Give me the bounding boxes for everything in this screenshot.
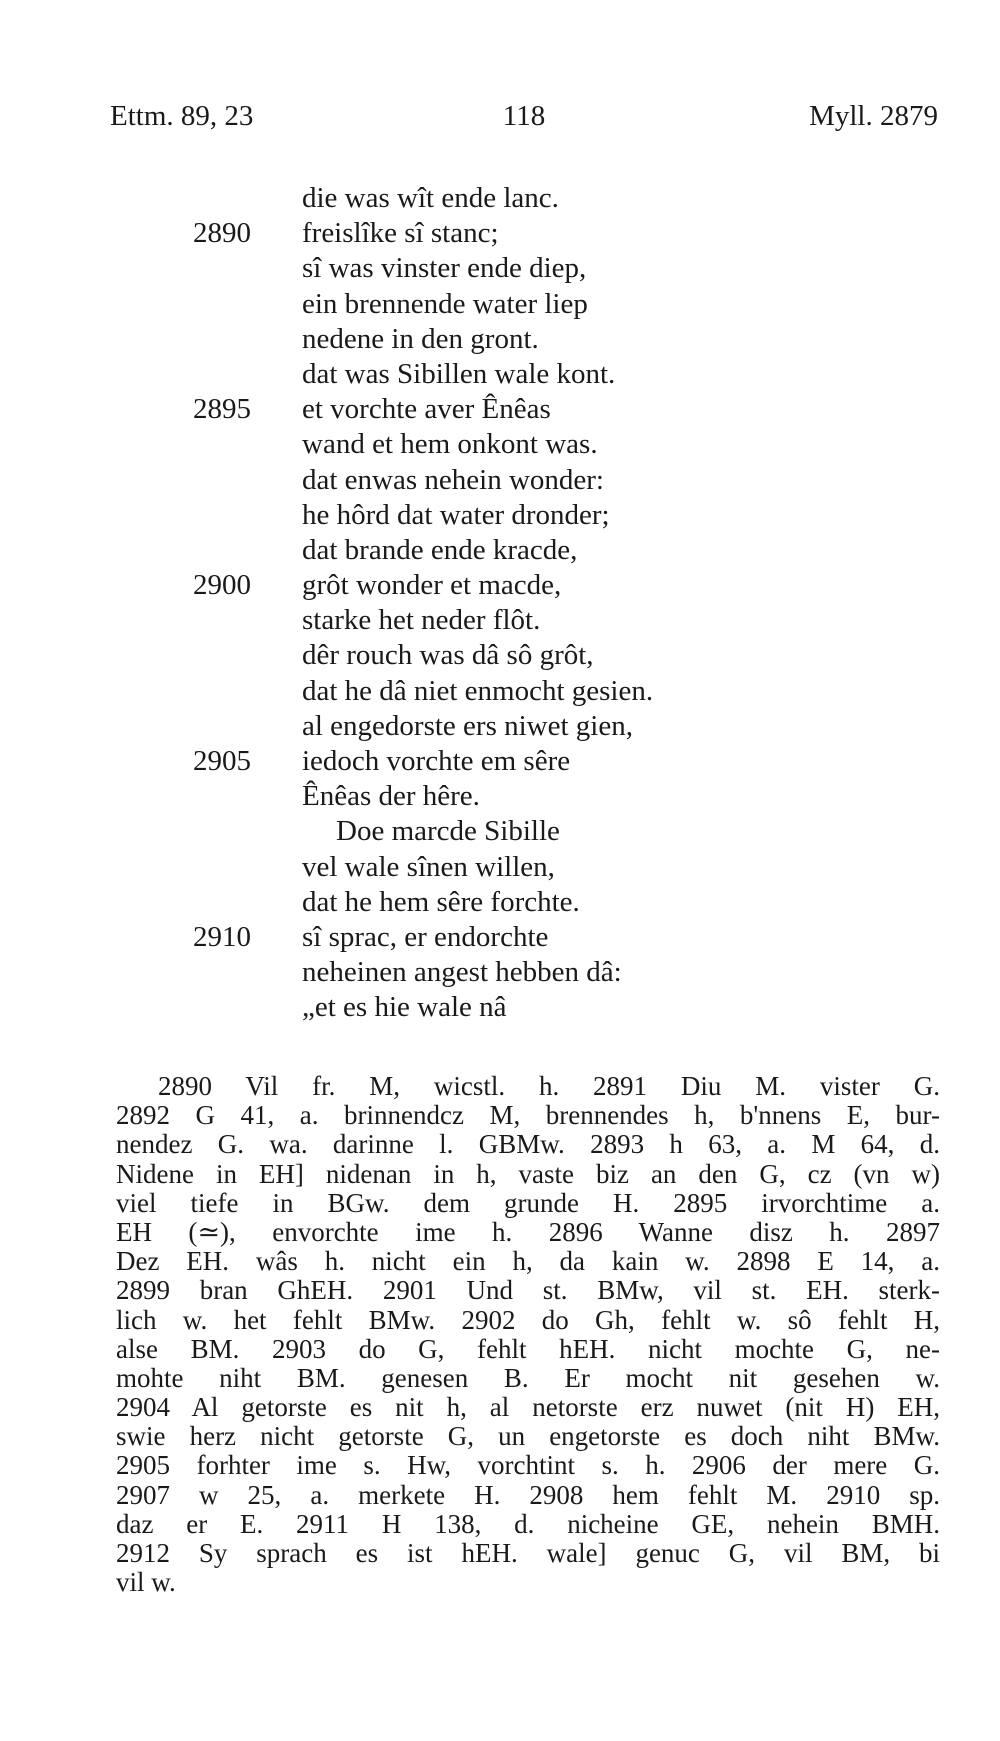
apparatus-line: viel tiefe in BGw. dem grunde H. 2895 irvorchtime a. (116, 1187, 940, 1218)
apparatus-line: lich w. het fehlt BMw. 2902 do Gh, fehlt w. sô fehlt H, (116, 1304, 940, 1335)
verse-line-text: neheinen angest hebben dâ: (302, 956, 622, 989)
header-left-reference: Ettm. 89, 23 (110, 100, 254, 132)
verse-line-text: Doe marcde Sibille (336, 815, 560, 848)
verse-line (0, 779, 1000, 814)
verse-line-text: he hôrd dat water dronder; (302, 498, 610, 531)
verse-line-text: dat he hem sêre forchte. (302, 885, 580, 918)
verse-line (0, 885, 1000, 920)
verse-line-number: 2910 (193, 920, 251, 953)
apparatus-line: EH (≃), envorchte ime h. 2896 Wanne disz h. 2897 (116, 1216, 940, 1247)
apparatus-line: 2892 G 41, a. brinnendcz M, brennendes h, b'nnens E, bur- (116, 1100, 940, 1131)
verse-line-text: nedene in den gront. (302, 322, 539, 355)
critical-apparatus (116, 1072, 940, 1597)
apparatus-line: nendez G. wa. darinne l. GBMw. 2893 h 63, a. M 64, d. (116, 1129, 940, 1160)
verse-line-text: wand et hem onkont was. (302, 428, 598, 461)
verse-line-text: Ênêas der hêre. (302, 780, 480, 813)
verse-line-text: „et es hie wale nâ (302, 991, 507, 1024)
header-right-reference: Myll. 2879 (809, 100, 938, 132)
verse-line (0, 568, 1000, 603)
verse-line-number: 2890 (193, 217, 251, 250)
apparatus-line: 2905 forhter ime s. Hw, vorchtint s. h. 2906 der mere G. (116, 1450, 940, 1481)
apparatus-line: Dez EH. wâs h. nicht ein h, da kain w. 2898 E 14, a. (116, 1246, 940, 1277)
apparatus-line: Nidene in EH] nidenan in h, vaste biz an den G, cz (vn w) (116, 1158, 940, 1189)
verse-line-number: 2905 (193, 745, 251, 777)
verse-line (0, 955, 1000, 990)
verse-line-text: dat was Sibillen wale kont. (302, 357, 616, 390)
apparatus-line: mohte niht BM. genesen B. Er mocht nit gesehen w. (116, 1362, 940, 1393)
verse-line (0, 392, 1000, 427)
verse-line (0, 920, 1000, 955)
verse-line-number: 2895 (193, 393, 251, 426)
verse-line (0, 251, 1000, 286)
verse-line (0, 674, 1000, 709)
verse-line (0, 287, 1000, 322)
verse-line-text: iedoch vorchte em sêre (302, 745, 571, 777)
verse-line-text: sî was vinster ende diep, (302, 252, 587, 285)
apparatus-line: daz er E. 2911 H 138, d. nicheine GE, nehein BMH. (116, 1508, 940, 1539)
verse-line-text: die was wît ende lanc. (302, 182, 559, 214)
verse-line (0, 533, 1000, 568)
apparatus-line: alse BM. 2903 do G, fehlt hEH. nicht mochte G, ne- (116, 1333, 940, 1364)
apparatus-line: vil w. (116, 1567, 176, 1598)
apparatus-line: 2907 w 25, a. merkete H. 2908 hem fehlt M. 2910 sp. (116, 1479, 940, 1510)
verse-line (0, 181, 1000, 216)
verse-line (0, 744, 1000, 779)
verse-line-text: starke het neder flôt. (302, 604, 541, 637)
verse-line-text: vel wale sînen willen, (302, 850, 555, 883)
page-header (110, 96, 938, 136)
verse-line-text: sî sprac, er endorchte (302, 920, 549, 953)
page-number: 118 (502, 100, 546, 132)
verse-line (0, 427, 1000, 462)
apparatus-line: 2904 Al getorste es nit h, al netorste erz nuwet (nit H) EH, (116, 1392, 940, 1423)
verse-line-text: et vorchte aver Ênêas (302, 393, 551, 426)
verse-line (0, 216, 1000, 251)
verse-line (0, 498, 1000, 533)
verse-line-text: dêr rouch was dâ sô grôt, (302, 639, 594, 672)
verse-line (0, 638, 1000, 673)
apparatus-line: 2899 bran GhEH. 2901 Und st. BMw, vil st. EH. sterk- (116, 1275, 940, 1306)
verse-line-text: dat he dâ niet enmocht gesien. (302, 674, 654, 707)
verse-line (0, 322, 1000, 357)
verse-line-text: ein brennende water liep (302, 287, 588, 320)
verse-line (0, 357, 1000, 392)
verse-line (0, 990, 1000, 1025)
verse-line-number: 2900 (193, 569, 251, 602)
apparatus-line: 2890 Vil fr. M, wicstl. h. 2891 Diu M. vister G. (158, 1071, 940, 1101)
verse-line (0, 603, 1000, 638)
apparatus-line: 2912 Sy sprach es ist hEH. wale] genuc G, vil BM, bi (116, 1538, 940, 1568)
verse-line-text: freislîke sî stanc; (302, 217, 499, 250)
verse-line (0, 850, 1000, 885)
verse-line (0, 814, 1000, 849)
verse-line-text: dat enwas nehein wonder: (302, 463, 604, 496)
apparatus-line: swie herz nicht getorste G, un engetorste es doch niht BMw. (116, 1421, 940, 1452)
verse-text (0, 181, 1000, 1026)
verse-line (0, 709, 1000, 744)
verse-line (0, 463, 1000, 498)
verse-line-text: dat brande ende kracde, (302, 533, 578, 566)
verse-line-text: al engedorste ers niwet gien, (302, 709, 633, 742)
verse-line-text: grôt wonder et macde, (302, 569, 562, 602)
